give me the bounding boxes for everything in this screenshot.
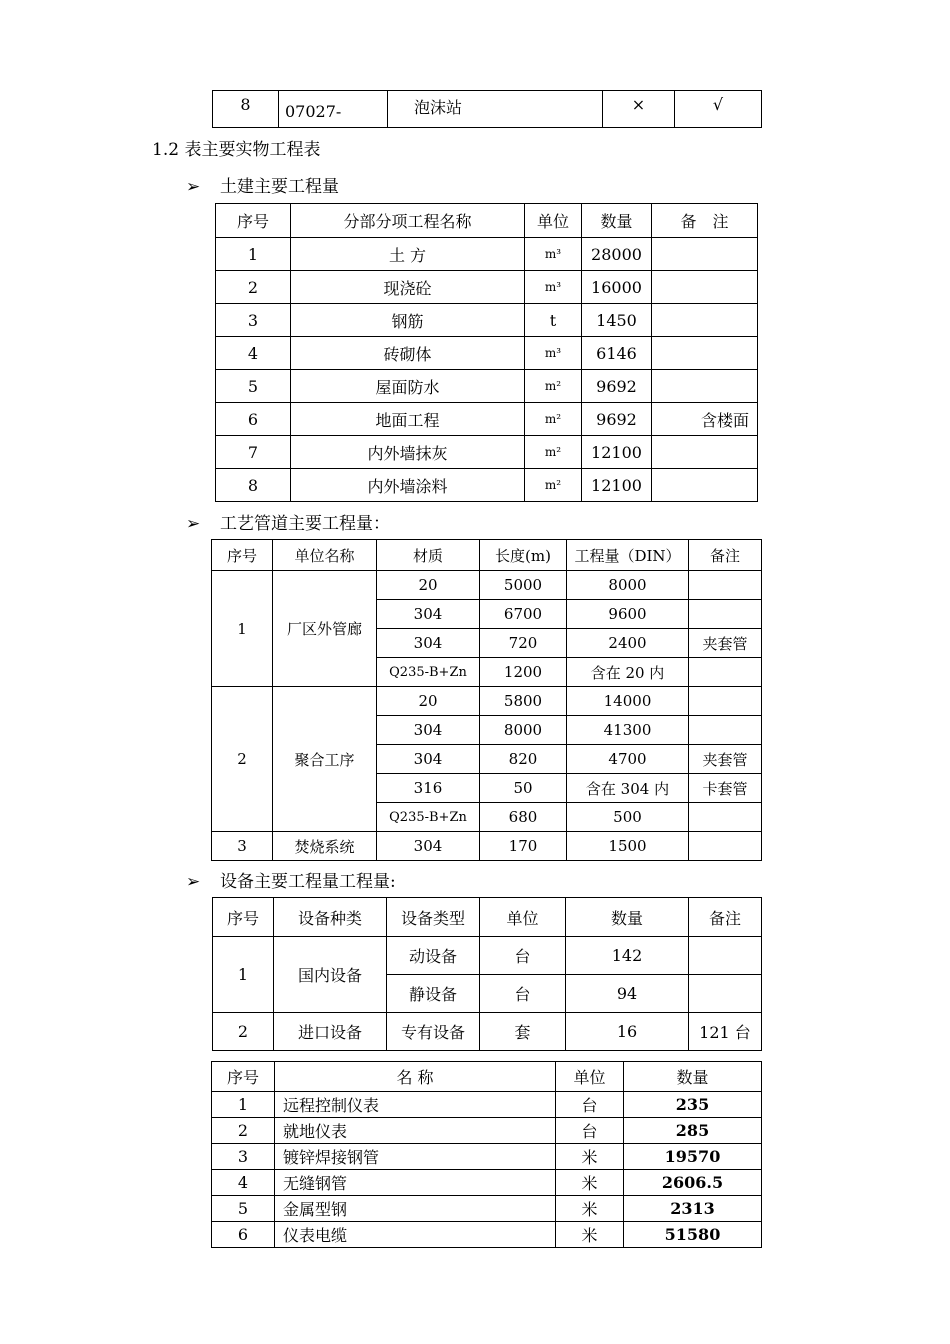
cell: 16 <box>566 1013 689 1051</box>
table-row <box>212 1196 762 1222</box>
cell: 屋面防水 <box>291 370 525 403</box>
cell: 台 <box>480 937 566 975</box>
instruments-table <box>211 1061 762 1248</box>
cell: 2 <box>213 1013 274 1051</box>
header-cell: 序号 <box>213 898 274 937</box>
group-name-cell: 聚合工序 <box>273 687 377 832</box>
cell: 12100 <box>582 436 652 469</box>
cell: 6700 <box>480 600 567 629</box>
header-cell: 工程量（DIN） <box>567 540 689 571</box>
table-header-row <box>212 540 762 571</box>
unit-cell: m³ <box>525 337 582 370</box>
cell: 94 <box>566 975 689 1013</box>
header-cell: 材质 <box>377 540 480 571</box>
table-row <box>212 1144 762 1170</box>
header-cell: 数量 <box>566 898 689 937</box>
table-row <box>212 832 762 861</box>
cell: 19570 <box>624 1144 762 1170</box>
cell: 台 <box>556 1092 624 1118</box>
cell: 142 <box>566 937 689 975</box>
bullet-arrow-icon: ➢ <box>186 514 201 534</box>
cell: 套 <box>480 1013 566 1051</box>
cell: 米 <box>556 1196 624 1222</box>
cell: 5 <box>212 1196 275 1222</box>
equipment-title: 设备主要工程量工程量: <box>220 872 396 892</box>
cell: 6146 <box>582 337 652 370</box>
cell: 7 <box>216 436 291 469</box>
cell <box>652 238 758 271</box>
cell: 内外墙抹灰 <box>291 436 525 469</box>
cell-text: 泡沫站 <box>414 98 463 117</box>
cell: 就地仪表 <box>275 1118 556 1144</box>
group-name-cell: 焚烧系统 <box>273 832 377 861</box>
table-row <box>216 337 758 370</box>
cell: 304 <box>377 716 480 745</box>
cell: 12100 <box>582 469 652 502</box>
cell <box>388 91 603 128</box>
cell: Q235-B+Zn <box>377 658 480 687</box>
cell <box>652 271 758 304</box>
header-cell: 备注 <box>689 898 762 937</box>
cell: 285 <box>624 1118 762 1144</box>
unit-cell: m² <box>525 436 582 469</box>
piping-title: 工艺管道主要工程量： <box>220 514 390 534</box>
header-cell: 分部分项工程名称 <box>291 204 525 238</box>
cell: 5000 <box>480 571 567 600</box>
cell: 3 <box>216 304 291 337</box>
cell: 金属型钢 <box>275 1196 556 1222</box>
civil-title: 土建主要工程量 <box>220 177 339 197</box>
cell: 9692 <box>582 403 652 436</box>
cell: 6 <box>212 1222 275 1248</box>
cell: 304 <box>377 832 480 861</box>
cell: 含在 20 内 <box>567 658 689 687</box>
cell: 8 <box>216 469 291 502</box>
table-row <box>216 469 758 502</box>
table-header-row <box>213 898 762 937</box>
cell: 含楼面 <box>652 403 758 436</box>
cell: 镀锌焊接钢管 <box>275 1144 556 1170</box>
header-cell: 单位名称 <box>273 540 377 571</box>
cell <box>652 337 758 370</box>
unit-cell: m³ <box>525 271 582 304</box>
group-name-cell: 厂区外管廊 <box>273 571 377 687</box>
cell: 夹套管 <box>689 745 762 774</box>
header-cell: 备 注 <box>652 204 758 238</box>
cell: 50 <box>480 774 567 803</box>
cell: 卡套管 <box>689 774 762 803</box>
cell: 专有设备 <box>387 1013 480 1051</box>
cell: 动设备 <box>387 937 480 975</box>
table-row <box>212 571 762 600</box>
bullet-arrow-icon: ➢ <box>186 177 201 197</box>
cell: × <box>603 91 675 128</box>
cell: 20 <box>377 571 480 600</box>
unit-cell: m² <box>525 403 582 436</box>
cell <box>689 803 762 832</box>
civil-heading <box>186 172 339 197</box>
table-row <box>212 1118 762 1144</box>
cell: 14000 <box>567 687 689 716</box>
cell: 2 <box>216 271 291 304</box>
cell: 8000 <box>480 716 567 745</box>
cell <box>652 436 758 469</box>
cell: 现浇砼 <box>291 271 525 304</box>
cell: 170 <box>480 832 567 861</box>
cell: 仪表电缆 <box>275 1222 556 1248</box>
cell <box>689 687 762 716</box>
cell: 2606.5 <box>624 1170 762 1196</box>
cell: 含在 304 内 <box>567 774 689 803</box>
cell: Q235-B+Zn <box>377 803 480 832</box>
cell: 土 方 <box>291 238 525 271</box>
table-row <box>216 436 758 469</box>
cell <box>652 304 758 337</box>
equipment-table <box>212 897 762 1051</box>
table-row <box>216 238 758 271</box>
cell: 235 <box>624 1092 762 1118</box>
cell: 地面工程 <box>291 403 525 436</box>
cell: 41300 <box>567 716 689 745</box>
cell: 米 <box>556 1222 624 1248</box>
header-cell: 数量 <box>582 204 652 238</box>
cell: 4 <box>216 337 291 370</box>
cell: 1500 <box>567 832 689 861</box>
header-cell: 名 称 <box>275 1062 556 1092</box>
cell: 720 <box>480 629 567 658</box>
cell: 680 <box>480 803 567 832</box>
cell: 台 <box>556 1118 624 1144</box>
cell: 1 <box>212 1092 275 1118</box>
unit-cell: t <box>525 304 582 337</box>
cell: 51580 <box>624 1222 762 1248</box>
piping-table <box>211 539 762 861</box>
cell: 5 <box>216 370 291 403</box>
cell: 4700 <box>567 745 689 774</box>
cell: 进口设备 <box>274 1013 387 1051</box>
table-row <box>212 687 762 716</box>
cell <box>689 600 762 629</box>
group-no-cell: 1 <box>213 937 274 1013</box>
cell: 9692 <box>582 370 652 403</box>
unit-cell: m² <box>525 469 582 502</box>
cell <box>689 658 762 687</box>
header-cell: 单位 <box>480 898 566 937</box>
cell: 820 <box>480 745 567 774</box>
table-row <box>216 271 758 304</box>
table-row <box>212 1222 762 1248</box>
cell <box>689 937 762 975</box>
top-table <box>212 90 762 128</box>
cell: 8 <box>213 91 279 128</box>
cell: 9600 <box>567 600 689 629</box>
cell: 米 <box>556 1170 624 1196</box>
cell: 07027- <box>279 91 388 128</box>
cell: 500 <box>567 803 689 832</box>
table-header-row <box>212 1062 762 1092</box>
cell: 5800 <box>480 687 567 716</box>
cell: 4 <box>212 1170 275 1196</box>
cell: 8000 <box>567 571 689 600</box>
cell: 钢筋 <box>291 304 525 337</box>
group-name-cell: 国内设备 <box>274 937 387 1013</box>
header-cell: 数量 <box>624 1062 762 1092</box>
cell: 2313 <box>624 1196 762 1222</box>
cell: 米 <box>556 1144 624 1170</box>
table-row <box>212 1170 762 1196</box>
cell: 1450 <box>582 304 652 337</box>
cell: 2400 <box>567 629 689 658</box>
cell <box>689 975 762 1013</box>
header-cell: 序号 <box>212 1062 275 1092</box>
table-header-row <box>216 204 758 238</box>
cell: √ <box>675 91 762 128</box>
unit-cell: m² <box>525 370 582 403</box>
cell: 2 <box>212 1118 275 1144</box>
equipment-heading <box>186 867 396 892</box>
cell: 304 <box>377 600 480 629</box>
table-row <box>213 937 762 975</box>
header-cell: 单位 <box>556 1062 624 1092</box>
cell: 夹套管 <box>689 629 762 658</box>
header-cell: 设备类型 <box>387 898 480 937</box>
group-no-cell: 1 <box>212 571 273 687</box>
cell: 20 <box>377 687 480 716</box>
table-row <box>213 91 762 128</box>
cell: 静设备 <box>387 975 480 1013</box>
header-cell: 序号 <box>216 204 291 238</box>
cell: 304 <box>377 629 480 658</box>
cell <box>652 370 758 403</box>
cell: 3 <box>212 1144 275 1170</box>
group-no-cell: 3 <box>212 832 273 861</box>
unit-cell: m³ <box>525 238 582 271</box>
cell: 远程控制仪表 <box>275 1092 556 1118</box>
cell: 121 台 <box>689 1013 762 1051</box>
cell: 内外墙涂料 <box>291 469 525 502</box>
table-row <box>216 403 758 436</box>
cell: 1 <box>216 238 291 271</box>
civil-table <box>215 203 758 502</box>
header-cell: 单位 <box>525 204 582 238</box>
bullet-arrow-icon: ➢ <box>186 872 201 892</box>
table-row <box>212 1092 762 1118</box>
cell: 台 <box>480 975 566 1013</box>
cell: 无缝钢管 <box>275 1170 556 1196</box>
table-row <box>213 1013 762 1051</box>
cell <box>689 832 762 861</box>
cell: 1200 <box>480 658 567 687</box>
cell: 316 <box>377 774 480 803</box>
cell <box>689 716 762 745</box>
cell: 16000 <box>582 271 652 304</box>
group-no-cell: 2 <box>212 687 273 832</box>
cell: 6 <box>216 403 291 436</box>
header-cell: 长度(m) <box>480 540 567 571</box>
cell <box>652 469 758 502</box>
cell <box>689 571 762 600</box>
header-cell: 备注 <box>689 540 762 571</box>
header-cell: 设备种类 <box>274 898 387 937</box>
table-row <box>216 304 758 337</box>
cell: 304 <box>377 745 480 774</box>
cell: 28000 <box>582 238 652 271</box>
table-row <box>216 370 758 403</box>
header-cell: 序号 <box>212 540 273 571</box>
section-title: 1.2 表主要实物工程表 <box>152 140 321 160</box>
cell: 砖砌体 <box>291 337 525 370</box>
piping-heading <box>186 509 390 534</box>
